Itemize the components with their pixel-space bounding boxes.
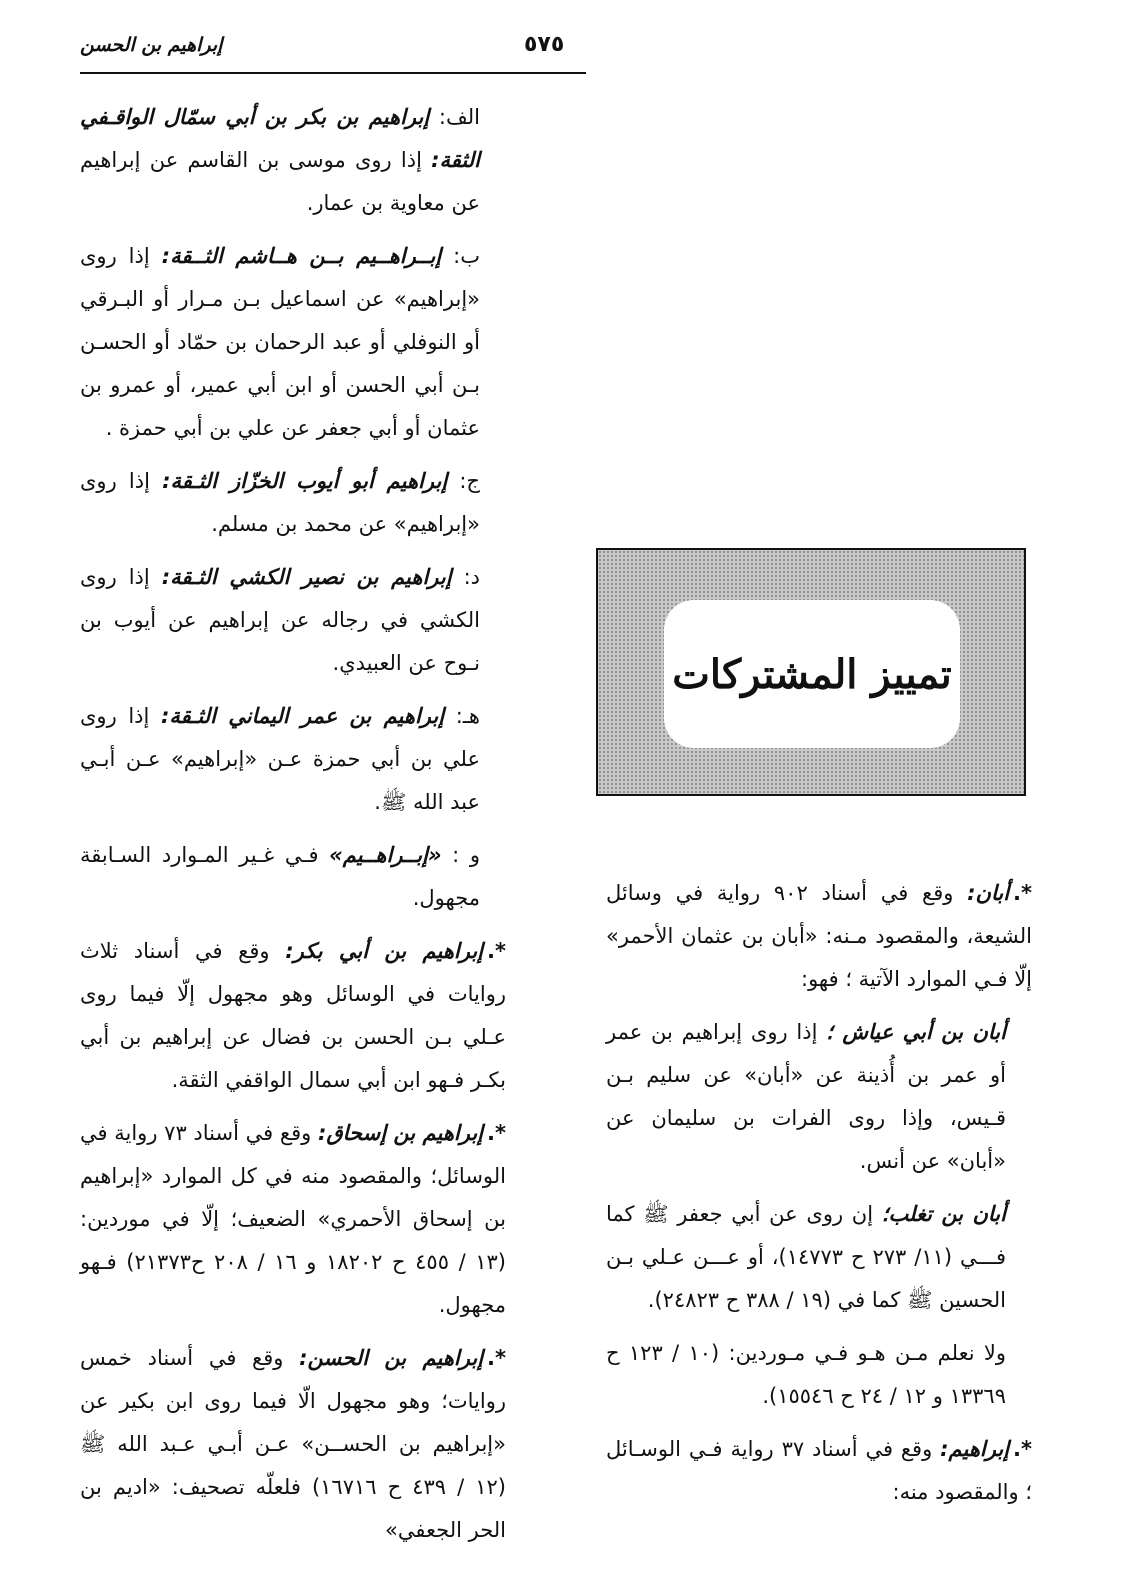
entry-waw: و : «إبــراهــيم» فـي غـير المـوارد السـابقة مجهول. (80, 843, 480, 910)
page-number: ٥٧٥ (524, 32, 565, 57)
main-column (80, 96, 506, 1562)
entry-dal: د: إبراهيم بن نصير الكشي الثـقة: إذا روى الكشي في رجاله عن إبراهيم عن أيوب بن نـوح عن العبيدي. (80, 565, 480, 675)
entry-aban: *.أبان: وقع في أسناد ٩٠٢ رواية في وسائل الشيعة، والمقصود مـنه: «أبان بن عثمان الأحمر» إلّا فـي الموارد الآتية ؛ فهو: (606, 881, 1033, 991)
entry-aban-unknown: ولا نعلم مـن هـو فـي مـوردين: (١٠ / ١٢٣ ح ١٣٣٦٩ و ١٢ / ٢٤ ح ١٥٥٤٦). (606, 1341, 1006, 1408)
entry-ibrahim: *.إبراهيم: وقع في أسناد ٣٧ رواية فـي الوسـائل ؛ والمقصود منه: (606, 1437, 1032, 1504)
running-title: إبراهيم بن الحسن (80, 34, 223, 56)
entry-ba: ب: إبــراهــيم بــن هــاشم الثــقة: إذا روى «إبراهيم» عن اسماعيل بـن مـرار أو البـرقي أو النوفلي أو عبد الرحمان بن حمّاد أو الحسـن بـن أبي الحسن أو ابن أبي عمير، أو عمرو بن عثمان أو أبي جعفر عن علي بن أبي حمزة . (80, 244, 481, 440)
entry-aban-bin-taghlib: أبان بن تغلب؛ إن روى عن أبي جعفر ﷺ كما فـــي (١١/ ٢٧٣ ح ١٤٧٧٣)، أو عـــن عـلي بـن الحسين ﷺ كما في (١٩ / ٣٨٨ ح ٢٤٨٢٣). (606, 1202, 1006, 1312)
section-title-box (596, 548, 1026, 796)
header-rule (80, 72, 586, 74)
entry-ibrahim-bin-ishaq: *.إبراهيم بن إسحاق: وقع في أسناد ٧٣ رواية في الوسائل؛ والمقصود منه في كل الموارد «إبراهيم بن إسحاق الأحمري» الضعيف؛ إلّا في موردين: (١٣ / ٤٥٥ ح ١٨٢٠٢ و ١٦ / ٢٠٨ ح٢١٣٧٣) فـهو مجهول. (80, 1121, 506, 1317)
entry-aban-bin-abi-ayyash: أبان بن أبي عياش ؛ إذا روى إبراهيم بن عمر أو عمر بن أُذينة عن «أبان» عن سليم بـن قـيس، وإذا روى الفرات بن سليمان عن «أبان» عن أنس. (606, 1020, 1006, 1173)
section-title-panel (664, 600, 960, 748)
entry-alef: الف: إبراهيم بن بكر بن أبي سمّال الواقـفي الثقة: إذا روى موسى بن القاسم عن إبراهيم عن معاوية بن عمار. (80, 105, 480, 215)
entry-jim: ج: إبراهيم أبو أيوب الخزّاز الثـقة: إذا روى «إبراهيم» عن محمد بن مسلم. (80, 469, 480, 536)
side-column (606, 872, 1032, 1524)
section-title: تمييز المشتركات (672, 650, 952, 698)
entry-ha: هـ: إبراهيم بن عمر اليماني الثـقة: إذا روى علي بن أبي حمزة عـن «إبراهيم» عـن أبـي عبد الله ﷺ. (80, 704, 481, 814)
entry-ibrahim-bin-al-hasan: *.إبراهيم بن الحسن: وقع في أسناد خمس روايات؛ وهو مجهول الّا فيما روى ابن بكير عن «إبراهيم بن الحســن» عـن أبـي عـبد الله ﷺ (١٢ / ٤٣٩ ح ١٦٧١٦) فلعلّه تصحيف: «اديم بن الحر الجعفي» (80, 1346, 506, 1542)
entry-ibrahim-bin-abi-bakr: *.إبراهيم بن أبي بكر: وقع في أسناد ثلاث روايات في الوسائل وهو مجهول إلّا فيما روى عـلي بـن الحسن بن فضال عن إبراهيم بن أبي بكـر فـهو ابن أبي سمال الواقفي الثقة. (80, 939, 506, 1092)
